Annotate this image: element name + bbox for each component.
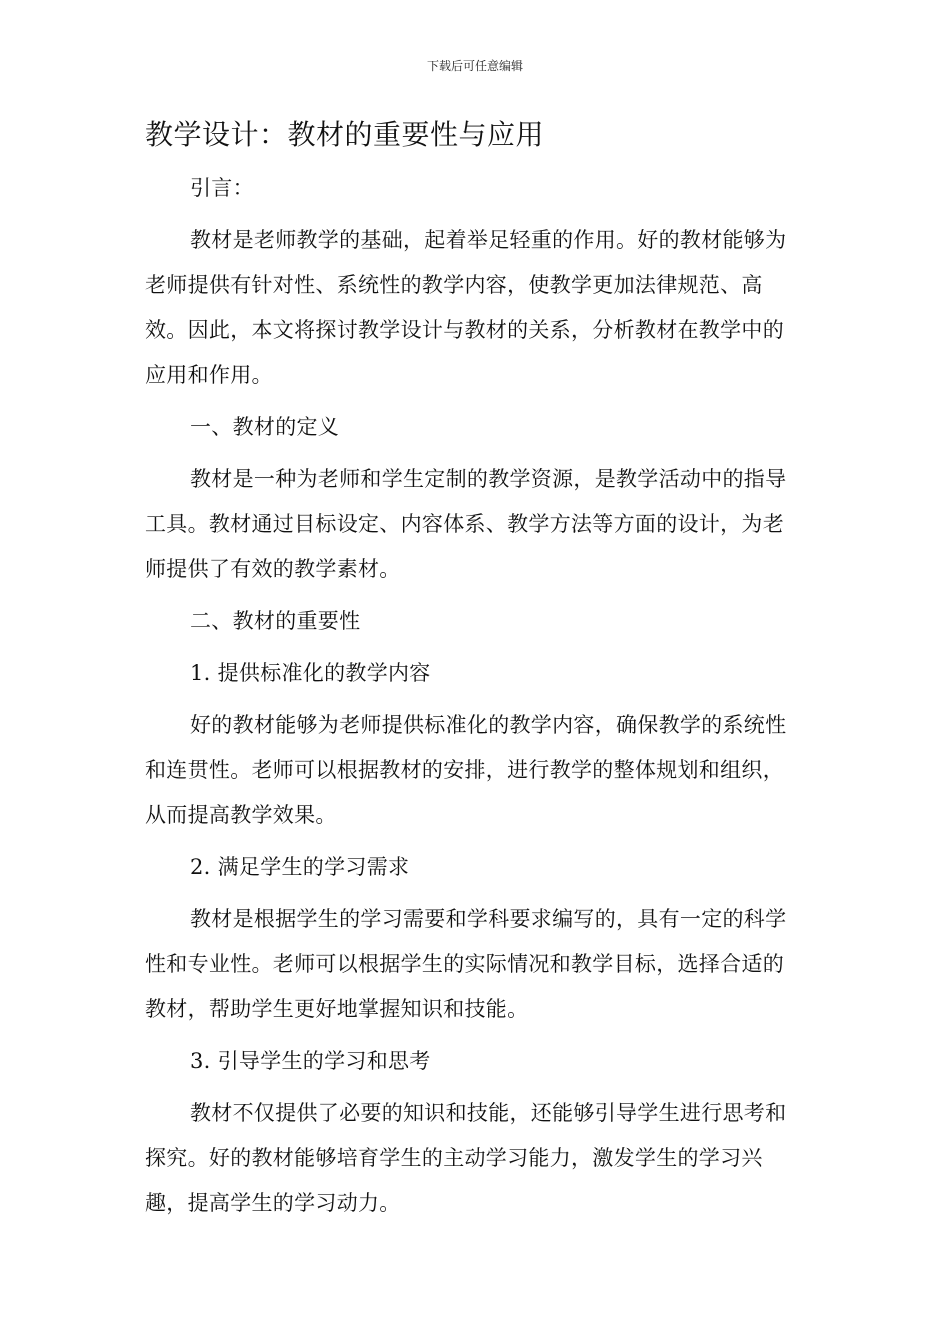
student-needs-paragraph: 教材是根据学生的学习需要和学科要求编写的，具有一定的科学性和专业性。老师可以根据学生的实际情况和教学目标，选择合适的教材，帮助学生更好地掌握知识和技能。	[145, 907, 787, 1021]
section-heading-definition: 一、教材的定义	[190, 415, 340, 439]
document-body	[145, 166, 795, 1233]
document-title: 教学设计：教材的重要性与应用	[145, 118, 545, 151]
section-heading-importance: 二、教材的重要性	[190, 609, 361, 633]
intro-label: 引言：	[190, 176, 254, 200]
subsection-heading-student-needs: 2. 满足学生的学习需求	[190, 855, 410, 879]
intro-paragraph: 教材是老师教学的基础，起着举足轻重的作用。好的教材能够为老师提供有针对性、系统性的教学内容，使教学更加法律规范、高效。因此，本文将探讨教学设计与教材的关系，分析教材在教学中的应用和作用。	[145, 228, 787, 387]
page-header-note: 下载后可任意编辑	[426, 59, 523, 73]
guide-thinking-paragraph: 教材不仅提供了必要的知识和技能，还能够引导学生进行思考和探究。好的教材能够培育学生的主动学习能力，激发学生的学习兴趣，提高学生的学习动力。	[145, 1101, 787, 1215]
definition-paragraph: 教材是一种为老师和学生定制的教学资源，是教学活动中的指导工具。教材通过目标设定、内容体系、教学方法等方面的设计，为老师提供了有效的教学素材。	[145, 467, 787, 581]
subsection-heading-guide-thinking: 3. 引导学生的学习和思考	[190, 1049, 431, 1073]
subsection-heading-standardized-content: 1. 提供标准化的教学内容	[190, 661, 431, 685]
standardized-content-paragraph: 好的教材能够为老师提供标准化的教学内容，确保教学的系统性和连贯性。老师可以根据教材的安排，进行教学的整体规划和组织，从而提高教学效果。	[145, 713, 787, 827]
